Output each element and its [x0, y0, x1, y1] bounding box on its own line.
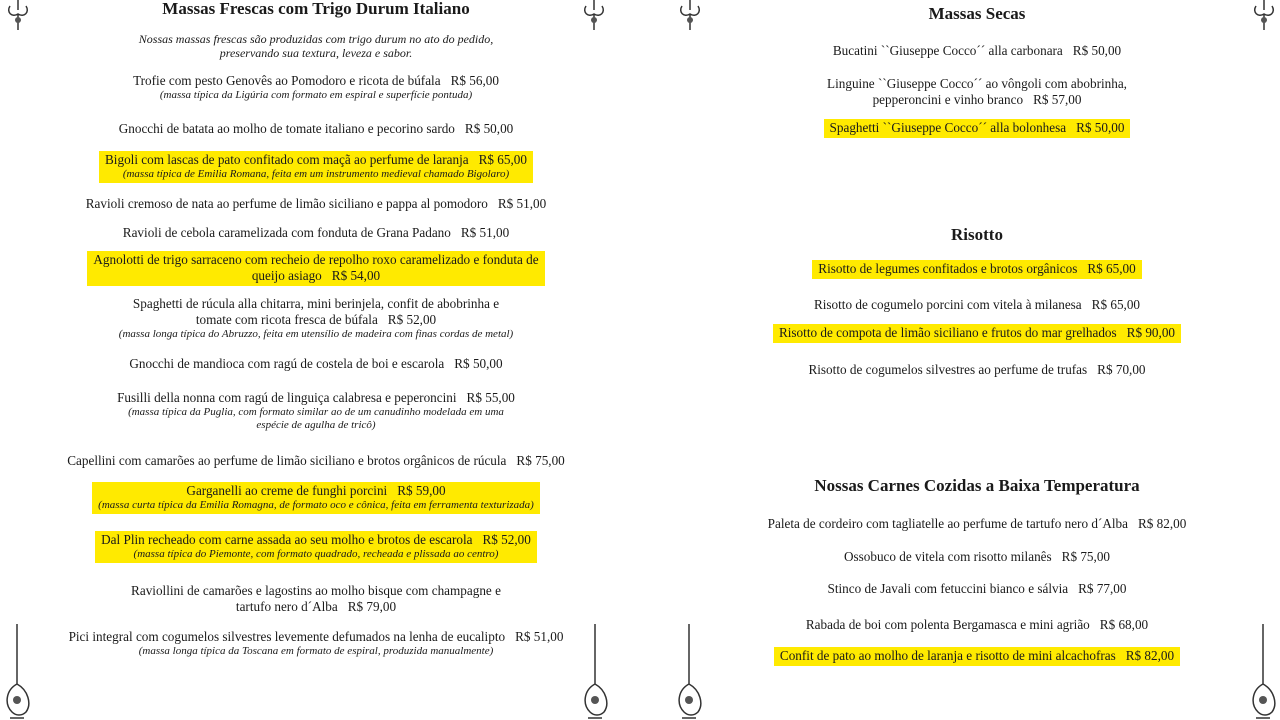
section-title: Nossas Carnes Cozidas a Baixa Temperatura	[814, 476, 1140, 495]
intro-line: Nossas massas frescas são produzidas com trigo durum no ato do pedido,	[138, 32, 494, 46]
dish-name-text: Spaghetti ``Giuseppe Cocco´´ alla bolonhesa	[829, 120, 1067, 135]
menu-entry	[838, 548, 1116, 567]
dish-name-text: Pici integral com cogumelos silvestres levemente defumados na lenha de eucalipto	[68, 629, 506, 644]
highlighted-menu-entry	[812, 260, 1141, 279]
dish-name	[123, 225, 509, 241]
menu-item	[40, 224, 592, 243]
dish-name-text: Gnocchi de batata ao molho de tomate italiano e pecorino sardo	[118, 121, 455, 136]
highlighted-menu-entry	[92, 482, 540, 514]
dish-name-text: tomate com ricota fresca de búfala	[195, 312, 378, 327]
dish-name-text: Ossobuco de vitela com risotto milanês	[843, 549, 1052, 564]
dish-price: R$ 79,00	[347, 599, 397, 614]
dish-price: R$ 54,00	[331, 268, 381, 283]
dish-note: (massa longa típica do Abruzzo, feita em utensílio de madeira com finas cordas de metal)	[118, 328, 514, 340]
dish-price: R$ 51,00	[460, 225, 510, 240]
dish-name	[779, 325, 1175, 341]
dish-name-text: Linguine ``Giuseppe Cocco´´ ao vôngoli com abobrinha,	[827, 76, 1127, 91]
highlighted-menu-entry	[773, 324, 1181, 343]
dish-name	[844, 549, 1110, 565]
menu-item	[40, 195, 592, 214]
dish-price: R$ 51,00	[497, 196, 547, 211]
dish-name-text: Fusilli della nonna com ragú de linguiça calabresa e peperoncini	[117, 390, 457, 405]
menu-item	[712, 119, 1242, 138]
dish-name-text: Gnocchi de mandioca com ragú de costela de boi e escarola	[129, 356, 445, 371]
menu-item	[712, 42, 1242, 61]
dish-name-text: Paleta de cordeiro com tagliatelle ao perfume de tartufo nero d´Alba	[767, 516, 1128, 531]
dish-note: (massa típica de Emilia Romana, feita em um instrumento medieval chamado Bigolaro)	[122, 168, 510, 180]
menu-entry	[63, 628, 570, 660]
dish-name	[827, 76, 1127, 92]
dish-price: R$ 75,00	[1061, 549, 1111, 564]
dish-name-text: Ravioli de cebola caramelizada com fonduta de Grana Padano	[122, 225, 451, 240]
menu-entry	[111, 389, 521, 434]
dish-price: R$ 52,00	[387, 312, 437, 327]
dish-price: R$ 65,00	[1091, 297, 1141, 312]
menu-item	[712, 75, 1242, 110]
dish-price: R$ 55,00	[466, 390, 515, 405]
menu-item	[40, 72, 592, 104]
menu-entry	[827, 42, 1127, 61]
dish-price: R$ 50,00	[1072, 43, 1122, 58]
dish-price: R$ 65,00	[478, 152, 527, 167]
dish-name-text: Dal Plin recheado com carne assada ao seu molho e brotos de escarola	[101, 532, 473, 547]
dish-price: R$ 82,00	[1137, 516, 1187, 531]
dish-name	[818, 261, 1135, 277]
menu-entry	[80, 195, 552, 214]
dish-name-text: Risotto de cogumelos silvestres ao perfume de trufas	[808, 362, 1088, 377]
dish-name	[133, 73, 499, 89]
dish-name	[93, 252, 538, 268]
dish-name	[780, 648, 1174, 664]
menu-item	[40, 482, 592, 514]
dish-name-text: Garganelli ao creme de funghi porcini	[186, 483, 388, 498]
intro-line: preservando sua textura, leveza e sabor.	[219, 46, 413, 60]
menu-item	[40, 582, 592, 617]
dish-name	[768, 516, 1187, 532]
highlighted-menu-entry	[774, 647, 1180, 666]
scroll-ornament-icon	[674, 624, 704, 720]
menu-item	[712, 361, 1242, 380]
section-intro	[40, 32, 592, 60]
scroll-ornament-icon	[676, 0, 704, 30]
dish-name	[93, 268, 538, 284]
menu-item	[712, 647, 1242, 666]
dish-price: R$ 77,00	[1078, 581, 1127, 596]
dish-name	[827, 92, 1127, 108]
dish-name	[105, 152, 527, 168]
menu-item	[40, 355, 592, 374]
dish-name-text: Risotto de compota de limão siciliano e frutos do mar grelhados	[778, 325, 1117, 340]
dish-price: R$ 52,00	[482, 532, 531, 547]
menu-item	[712, 260, 1242, 279]
dish-name	[131, 599, 501, 615]
menu-entry	[800, 616, 1154, 635]
dish-name-text: Confit de pato ao molho de laranja e risotto de mini alcachofras	[779, 648, 1116, 663]
menu-item	[40, 295, 592, 343]
scroll-ornament-icon	[4, 0, 32, 30]
menu-item	[40, 452, 592, 471]
dish-note: espécie de agulha de tricô)	[256, 419, 376, 431]
menu-entry	[113, 295, 519, 343]
dish-price: R$ 56,00	[450, 73, 499, 88]
menu-item	[712, 515, 1242, 534]
dish-name	[808, 362, 1145, 378]
dish-name	[806, 617, 1148, 633]
menu-item	[40, 151, 592, 183]
menu-item	[712, 616, 1242, 635]
dish-note: (massa longa típica da Toscana em formato de espiral, produzida manualmente)	[138, 645, 494, 657]
dish-name-text: pepperoncini e vinho branco	[872, 92, 1024, 107]
menu-entry	[822, 580, 1133, 599]
dish-note: (massa típica da Puglia, com formato similar ao de um canudinho modelada em uma	[128, 406, 504, 418]
dish-price: R$ 68,00	[1099, 617, 1149, 632]
section-title: Risotto	[951, 225, 1003, 244]
menu-entry	[117, 224, 515, 243]
dish-name-text: tartufo nero d´Alba	[235, 599, 338, 614]
dish-name	[131, 583, 501, 599]
dish-name-text: Bucatini ``Giuseppe Cocco´´ alla carbonara	[832, 43, 1063, 58]
menu-item	[712, 324, 1242, 343]
dish-price: R$ 50,00	[1076, 120, 1125, 135]
highlighted-menu-entry	[95, 531, 537, 563]
dish-price: R$ 51,00	[515, 629, 564, 644]
dish-name	[828, 581, 1127, 597]
dish-note: (massa curta típica da Emilia Romagna, de formato oco e cônica, feita em ferramenta texturizada)	[98, 499, 534, 511]
menu-item	[40, 531, 592, 563]
dish-price: R$ 82,00	[1125, 648, 1175, 663]
dish-name-text: Bigoli com lascas de pato confitado com maçã ao perfume de laranja	[105, 152, 469, 167]
dish-name-text: queijo asiago	[251, 268, 322, 283]
dish-price: R$ 50,00	[464, 121, 514, 136]
menu-entry	[113, 120, 520, 139]
dish-price: R$ 59,00	[397, 483, 446, 498]
dish-name	[117, 390, 515, 406]
menu-entry	[123, 355, 508, 374]
menu-entry	[762, 515, 1193, 534]
section-title: Massas Frescas com Trigo Durum Italiano	[162, 0, 470, 18]
dish-name-text: Spaghetti de rúcula alla chitarra, mini berinjela, confit de abobrinha e	[132, 296, 500, 311]
menu-item	[712, 580, 1242, 599]
dish-name-text: Rabada de boi com polenta Bergamasca e mini agrião	[805, 617, 1090, 632]
dish-name-text: Capellini com camarões ao perfume de limão siciliano e brotos orgânicos de rúcula	[67, 453, 507, 468]
menu-entry	[127, 72, 505, 104]
dish-name-text: Risotto de cogumelo porcini com vitela à milanesa	[813, 297, 1082, 312]
menu-item	[40, 251, 592, 286]
dish-name	[101, 532, 531, 548]
highlighted-menu-entry	[99, 151, 533, 183]
dish-name	[119, 296, 513, 312]
scroll-ornament-icon	[1248, 624, 1278, 720]
dish-name-text: Agnolotti de trigo sarraceno com recheio de repolho roxo caramelizado e fonduta de	[93, 252, 539, 267]
highlighted-menu-entry	[87, 251, 544, 286]
dish-name-text: Trofie com pesto Genovês ao Pomodoro e ricota de búfala	[133, 73, 441, 88]
dish-note: (massa típica do Piemonte, com formato quadrado, recheada e plissada ao centro)	[133, 548, 499, 560]
dish-name	[119, 121, 514, 137]
section-title: Massas Secas	[928, 4, 1026, 23]
dish-name	[129, 356, 502, 372]
menu-item	[40, 628, 592, 660]
dish-name	[814, 297, 1140, 313]
dish-name	[86, 196, 546, 212]
dish-name-text: Risotto de legumes confitados e brotos orgânicos	[818, 261, 1078, 276]
menu-item	[712, 548, 1242, 567]
dish-note: (massa típica da Ligúria com formato em espiral e superfície pontuda)	[159, 89, 473, 101]
dish-name-text: Stinco de Javali com fetuccini bianco e sálvia	[827, 581, 1069, 596]
dish-price: R$ 75,00	[516, 453, 565, 468]
menu-item	[712, 296, 1242, 315]
menu-item	[40, 389, 592, 434]
dish-name	[98, 483, 534, 499]
menu-entry	[125, 582, 507, 617]
menu-entry	[808, 296, 1146, 315]
dish-name-text: Raviollini de camarões e lagostins ao molho bisque com champagne e	[131, 583, 501, 598]
dish-name	[119, 312, 513, 328]
dish-name	[833, 43, 1121, 59]
dish-name	[830, 120, 1125, 136]
menu-entry	[61, 452, 571, 471]
menu-item	[40, 120, 592, 139]
dish-price: R$ 65,00	[1087, 261, 1136, 276]
dish-price: R$ 70,00	[1097, 362, 1146, 377]
dish-price: R$ 57,00	[1033, 92, 1082, 107]
highlighted-menu-entry	[824, 119, 1131, 138]
scroll-ornament-icon	[1250, 0, 1278, 30]
dish-price: R$ 90,00	[1126, 325, 1176, 340]
dish-name	[67, 453, 565, 469]
menu-entry	[821, 75, 1133, 110]
dish-price: R$ 50,00	[454, 356, 503, 371]
dish-name-text: Ravioli cremoso de nata ao perfume de limão siciliano e pappa al pomodoro	[85, 196, 488, 211]
menu-entry	[802, 361, 1151, 380]
dish-name	[69, 629, 564, 645]
scroll-ornament-icon	[2, 624, 32, 720]
